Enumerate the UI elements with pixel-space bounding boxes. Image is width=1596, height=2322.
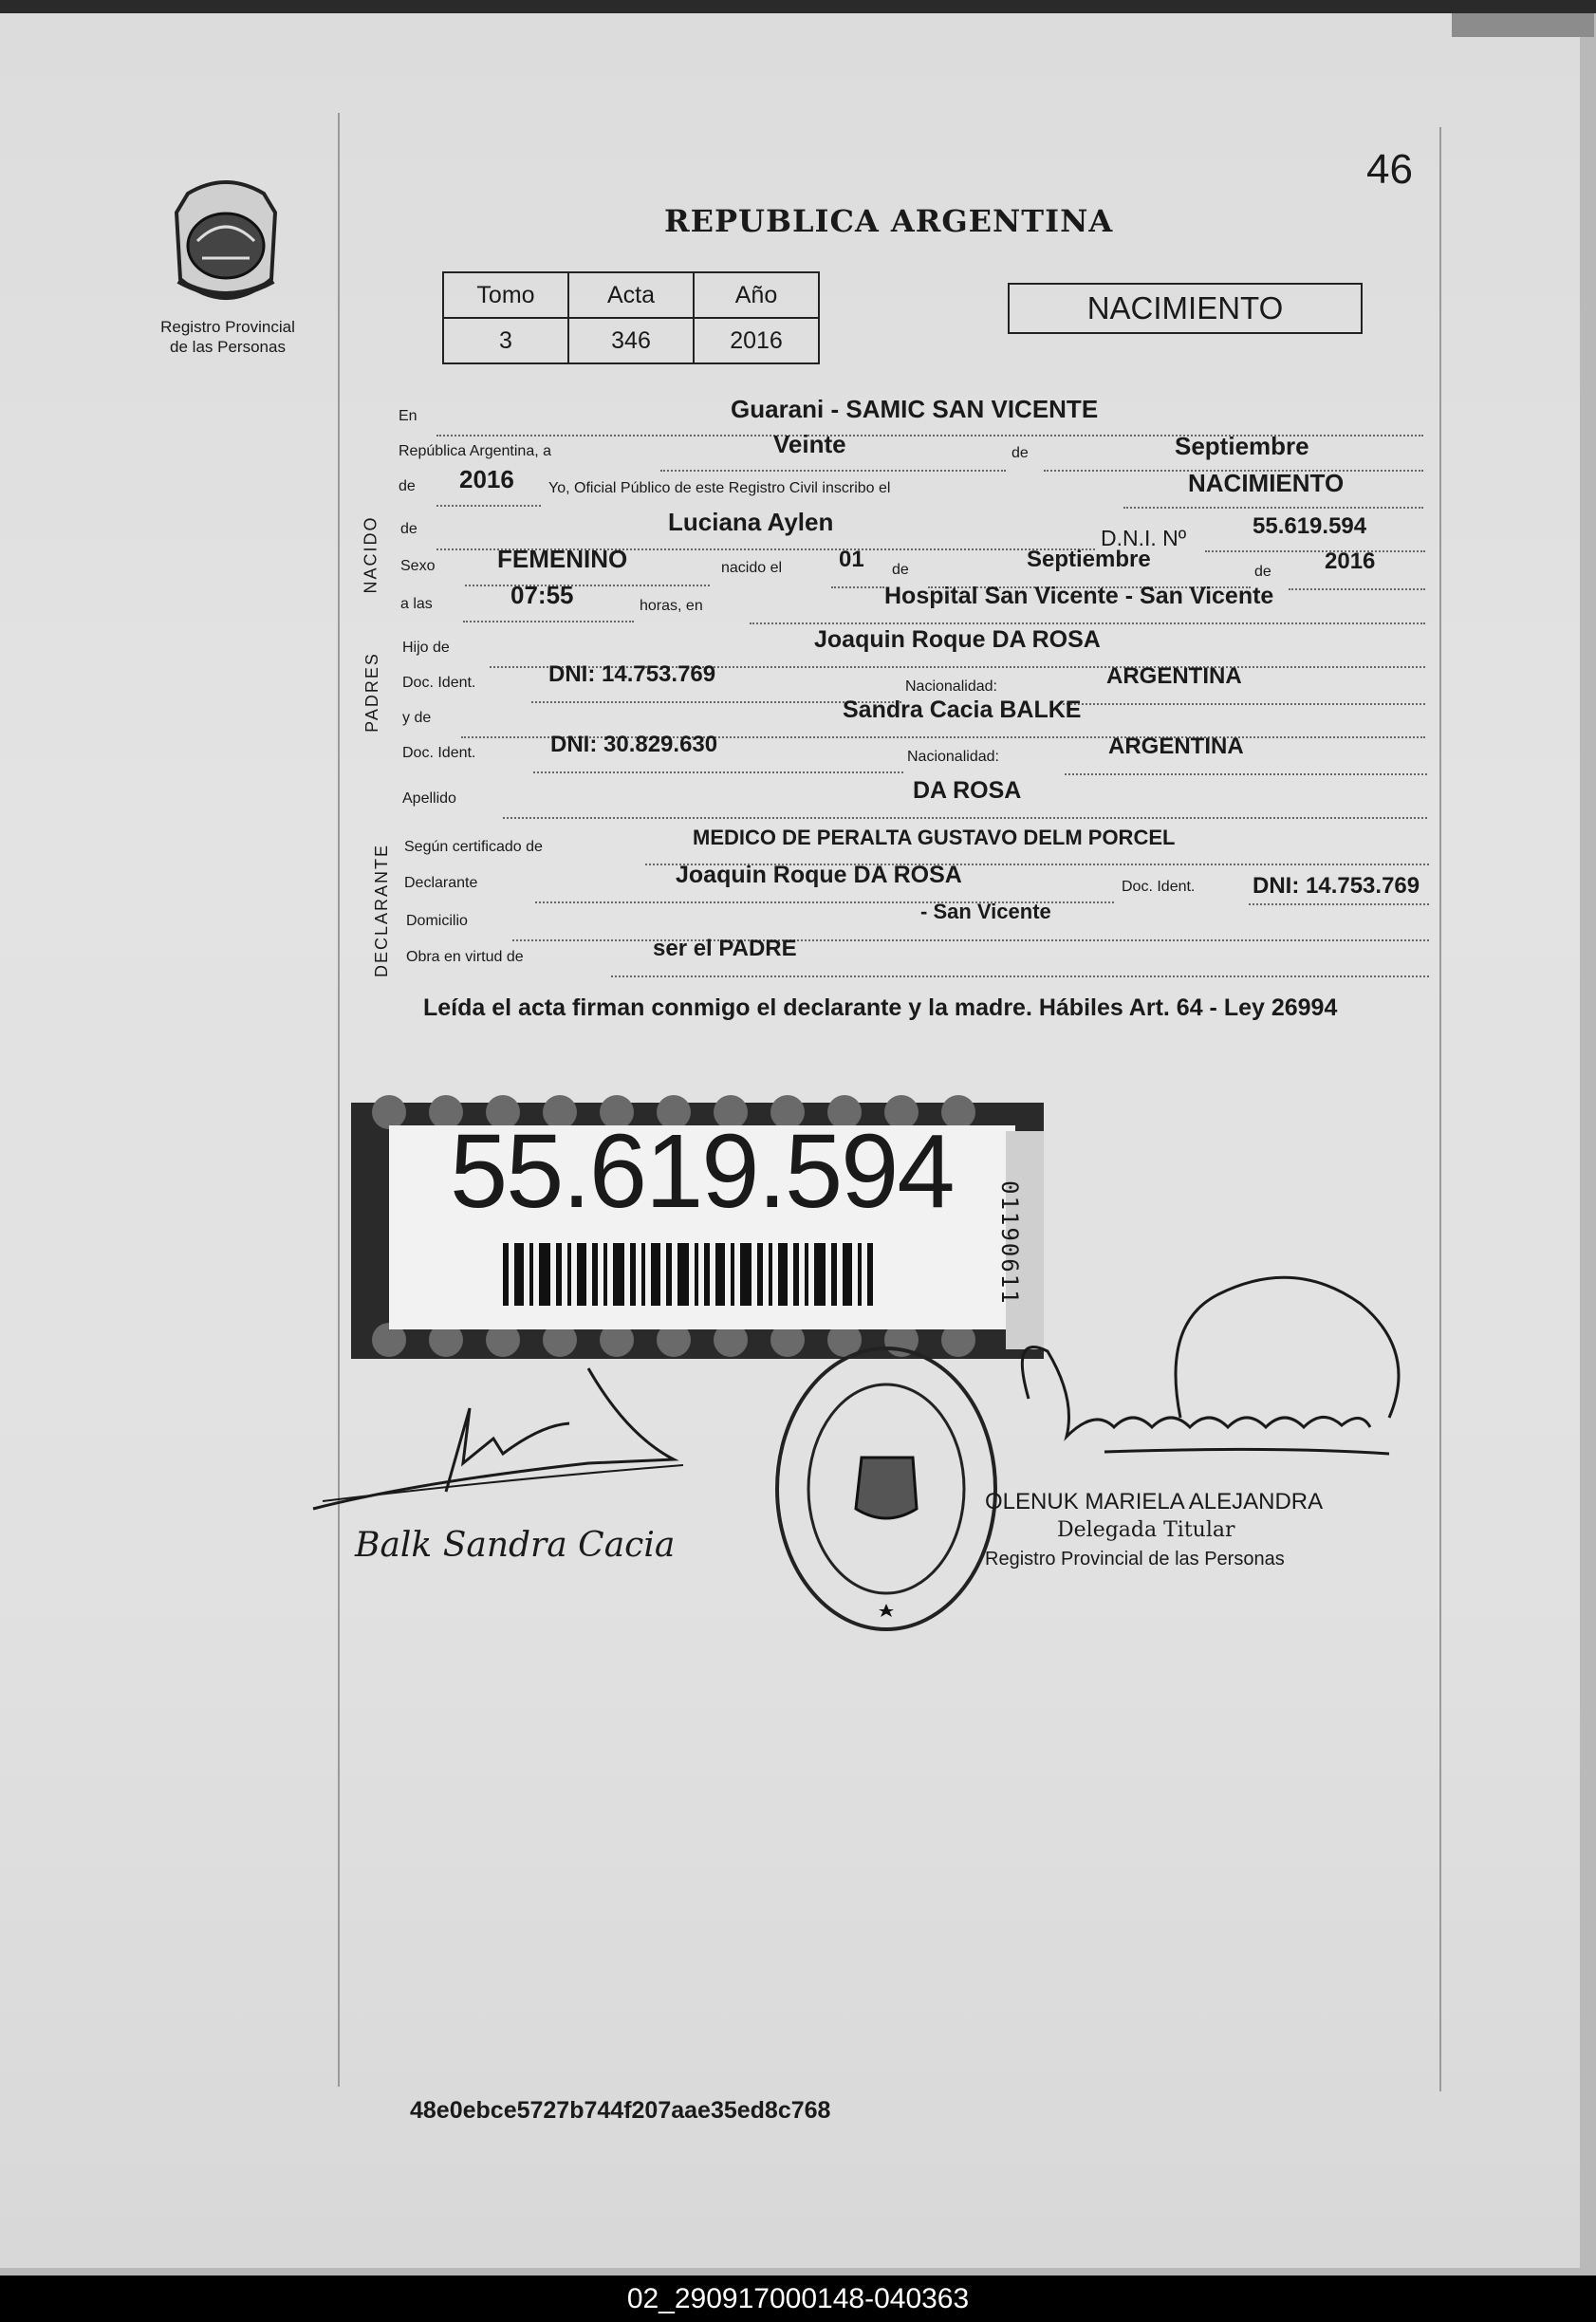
- value-sexo: FEMENINO: [497, 545, 628, 573]
- volume-table: [442, 271, 820, 364]
- value-padre: Joaquin Roque DA ROSA: [814, 626, 1101, 653]
- label-oficial-publico: Yo, Oficial Público de este Registro Civil inscribo el: [548, 480, 891, 496]
- label-hijo-de: Hijo de: [402, 640, 450, 656]
- label-en: En: [399, 408, 418, 424]
- label-dni: D.N.I. Nº: [1101, 526, 1187, 550]
- label-de-5: de: [1254, 564, 1271, 580]
- label-de-1: de: [1011, 445, 1029, 461]
- label-segun-certificado: Según certificado de: [404, 839, 543, 855]
- label-sexo: Sexo: [400, 558, 436, 574]
- document-hash: 48e0ebce5727b744f207aae35ed8c768: [410, 2097, 831, 2124]
- value-dia: Veinte: [773, 430, 846, 458]
- official-name: OLENUK MARIELA ALEJANDRA: [985, 1489, 1324, 1514]
- registry-caption: [142, 317, 313, 357]
- province-emblem-logo: [159, 175, 292, 317]
- value-declarante: Joaquin Roque DA ROSA: [676, 862, 962, 888]
- label-domicilio: Domicilio: [406, 913, 468, 929]
- volume-table-value-row: [443, 318, 819, 363]
- value-lugar-nacimiento: Hospital San Vicente - San Vicente: [884, 583, 1274, 609]
- value-inscribo: NACIMIENTO: [1188, 469, 1345, 497]
- value-obra: ser el PADRE: [653, 936, 797, 961]
- value-doc-declarante: DNI: 14.753.769: [1253, 873, 1420, 899]
- value-apellido: DA ROSA: [913, 777, 1022, 804]
- barcode-serial: 01190611: [996, 1180, 1023, 1306]
- left-margin-line: [338, 113, 340, 2087]
- value-certificado: MEDICO DE PERALTA GUSTAVO DELM PORCEL: [693, 826, 1176, 849]
- value-lugar-inscripcion: Guarani - SAMIC SAN VICENTE: [731, 395, 1099, 423]
- record-type-box: NACIMIENTO: [1008, 283, 1363, 334]
- value-nacionalidad-madre: ARGENTINA: [1108, 734, 1244, 759]
- volume-table-header-row: [443, 272, 819, 318]
- document-title: REPUBLICA ARGENTINA: [664, 203, 1114, 239]
- label-y-de: y de: [402, 710, 432, 726]
- label-a-las: a las: [400, 596, 433, 612]
- stacked-page-edge: [1452, 13, 1594, 37]
- label-doc-ident-madre: Doc. Ident.: [402, 745, 476, 761]
- value-doc-padre: DNI: 14.753.769: [548, 661, 716, 687]
- label-doc-ident-declarante: Doc. Ident.: [1122, 879, 1196, 895]
- value-mes: Septiembre: [1175, 432, 1309, 460]
- page-number: 46: [1366, 146, 1413, 193]
- value-nombre: Luciana Aylen: [668, 508, 834, 536]
- volume-header-anio: Año: [694, 272, 819, 318]
- value-nac-dia: 01: [839, 547, 864, 572]
- closing-text: Leída el acta firman conmigo el declarante y la madre. Hábiles Art. 64 - Ley 26994: [423, 994, 1338, 1021]
- value-doc-madre: DNI: 30.829.630: [550, 732, 718, 757]
- value-domicilio: - San Vicente: [920, 900, 1051, 923]
- label-nacionalidad-madre: Nacionalidad:: [907, 749, 999, 765]
- label-de-3: de: [400, 521, 418, 537]
- declarant-signature: [304, 1359, 721, 1520]
- value-nacionalidad-padre: ARGENTINA: [1106, 663, 1242, 689]
- mother-signature: Balk Sandra Cacia: [355, 1526, 676, 1565]
- barcode-number: 55.619.594: [450, 1113, 954, 1230]
- official-signature-block: [985, 1488, 1323, 1573]
- value-dni: 55.619.594: [1253, 513, 1367, 539]
- volume-value-acta: 346: [568, 318, 694, 363]
- label-republica: República Argentina, a: [399, 443, 551, 459]
- volume-value-tomo: 3: [443, 318, 568, 363]
- label-horas-en: horas, en: [640, 598, 703, 614]
- value-madre: Sandra Cacia BALKE: [843, 697, 1082, 723]
- label-nacionalidad-padre: Nacionalidad:: [905, 678, 997, 695]
- scan-footer-id: 02_290917000148-040363: [0, 2276, 1596, 2322]
- registry-caption-line1: Registro Provincial: [160, 318, 295, 336]
- side-label-declarante: DECLARANTE: [372, 843, 392, 978]
- value-anio: 2016: [459, 465, 514, 493]
- label-declarante: Declarante: [404, 875, 478, 891]
- label-de-2: de: [399, 478, 416, 494]
- value-hora: 07:55: [510, 581, 574, 609]
- official-signature: [991, 1266, 1446, 1513]
- value-nac-mes: Septiembre: [1027, 547, 1151, 572]
- registry-caption-line2: de las Personas: [170, 338, 286, 356]
- volume-header-tomo: Tomo: [443, 272, 568, 318]
- official-office: Registro Provincial de las Personas: [985, 1549, 1285, 1570]
- right-margin-line: [1439, 127, 1441, 2091]
- label-nacido-el: nacido el: [721, 560, 783, 576]
- value-nac-anio: 2016: [1325, 548, 1376, 574]
- registry-stamp: [770, 1342, 1003, 1636]
- official-role: Delegada Titular: [1057, 1518, 1235, 1542]
- volume-value-anio: 2016: [694, 318, 819, 363]
- side-label-padres: PADRES: [362, 652, 381, 733]
- certificate-sheet: [0, 13, 1580, 2268]
- label-doc-ident-padre: Doc. Ident.: [402, 675, 476, 691]
- volume-header-acta: Acta: [568, 272, 694, 318]
- scan-top-edge: [0, 0, 1596, 13]
- label-apellido: Apellido: [402, 790, 456, 807]
- side-label-nacido: NACIDO: [361, 515, 380, 594]
- label-de-4: de: [892, 562, 909, 578]
- label-obra-en-virtud: Obra en virtud de: [406, 949, 524, 965]
